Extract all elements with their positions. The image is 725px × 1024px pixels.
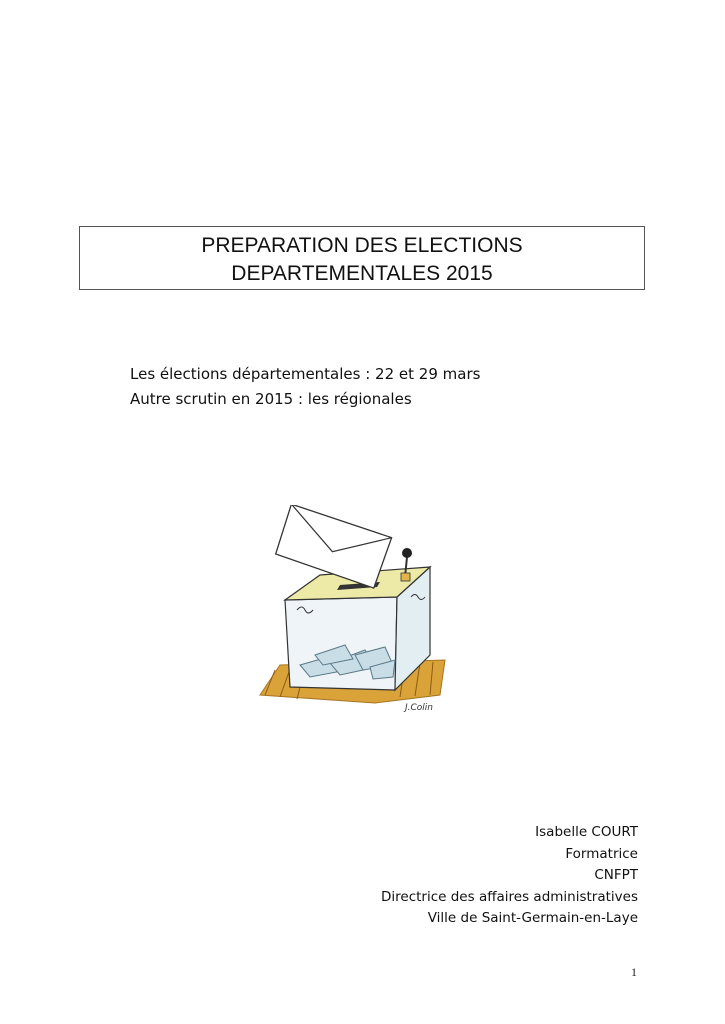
artist-signature: J.Colin bbox=[405, 703, 434, 713]
intro-line-1: Les élections départementales : 22 et 29 mars bbox=[130, 365, 481, 383]
page-number: 1 bbox=[631, 965, 637, 979]
title-line-1: PREPARATION DES ELECTIONS bbox=[201, 234, 523, 257]
title-line-2: DEPARTEMENTALES 2015 bbox=[231, 262, 493, 285]
author-role: Formatrice bbox=[565, 845, 638, 862]
lock-knob bbox=[402, 548, 412, 558]
author-signature-block bbox=[381, 822, 638, 930]
author-position: Directrice des affaires administratives bbox=[381, 888, 638, 905]
author-name: Isabelle COURT bbox=[535, 824, 638, 840]
intro-text bbox=[130, 362, 480, 412]
author-organization: CNFPT bbox=[594, 867, 638, 883]
document-title-box bbox=[79, 226, 645, 290]
author-city: Ville de Saint-Germain-en-Laye bbox=[427, 910, 638, 926]
intro-line-2: Autre scrutin en 2015 : les régionales bbox=[130, 390, 412, 408]
ballot-box-illustration bbox=[255, 505, 455, 720]
